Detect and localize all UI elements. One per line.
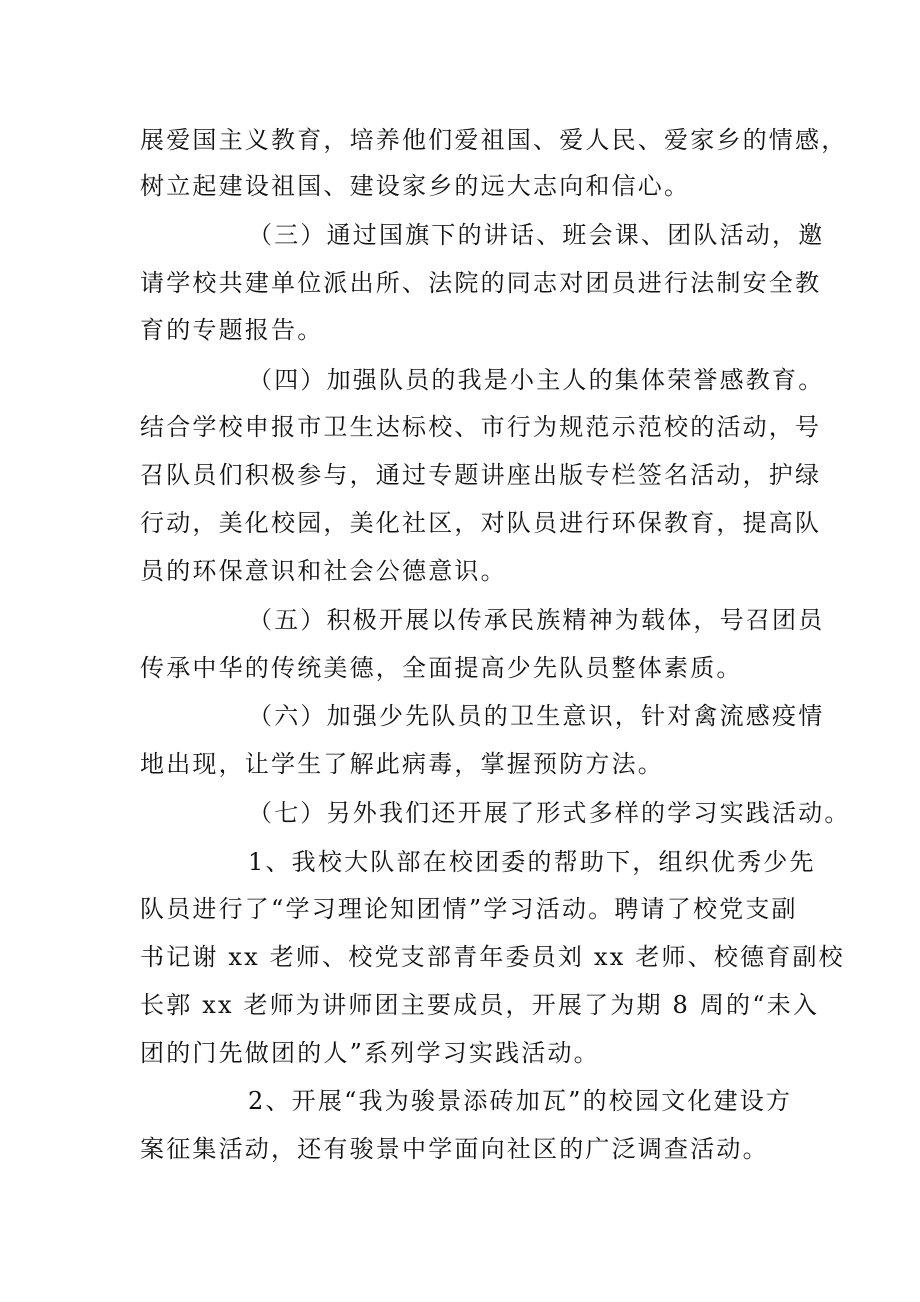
text-line: 行动，美化校园，美化社区，对队员进行环保教育，提高队	[140, 509, 822, 537]
item-two-heading-line: 2、开展“我为骏景添砖加瓦”的校园文化建设方	[248, 1087, 793, 1115]
text-line: 召队员们积极参与，通过专题讲座出版专栏签名活动，护绿	[140, 461, 822, 489]
text-line: 传承中华的传统美德，全面提高少先队员整体素质。	[140, 654, 743, 682]
text-line: 书记谢 xx 老师、校党支部青年委员刘 xx 老师、校德育副校	[140, 943, 845, 971]
text-line: 树立起建设祖国、建设家乡的远大志向和信心。	[140, 172, 691, 200]
text-line: 展爱国主义教育，培养他们爱祖国、爱人民、爱家乡的情感，	[140, 126, 848, 154]
item-one-heading-line: 1、我校大队部在校团委的帮助下，组织优秀少先	[248, 848, 816, 876]
text-line: 案征集活动，还有骏景中学面向社区的广泛调查活动。	[140, 1135, 769, 1163]
section-six-heading-line: （六）加强少先队员的卫生意识，针对禽流感疫情	[248, 702, 825, 730]
section-three-heading-line: （三）通过国旗下的讲话、班会课、团队活动，邀	[248, 221, 825, 249]
text-line: 结合学校申报市卫生达标校、市行为规范示范校的活动，号	[140, 413, 822, 441]
text-line: 长郭 xx 老师为讲师团主要成员，开展了为期 8 周的“未入	[140, 991, 820, 1019]
text-line: 请学校共建单位派出所、法院的同志对团员进行法制安全教	[140, 269, 822, 297]
section-four-heading-line: （四）加强队员的我是小主人的集体荣誉感教育。	[248, 366, 825, 394]
text-line: 育的专题报告。	[140, 316, 324, 344]
text-line: 地出现，让学生了解此病毒，掌握预防方法。	[140, 750, 664, 778]
text-line: 员的环保意识和社会公德意识。	[140, 557, 507, 585]
text-line: 队员进行了“学习理论知团情”学习活动。聘请了校党支副	[140, 895, 798, 923]
section-five-heading-line: （五）积极开展以传承民族精神为载体，号召团员	[248, 606, 825, 634]
text-line: 团的门先做团的人”系列学习实践活动。	[140, 1039, 600, 1067]
section-seven-heading-line: （七）另外我们还开展了形式多样的学习实践活动。	[248, 799, 851, 827]
